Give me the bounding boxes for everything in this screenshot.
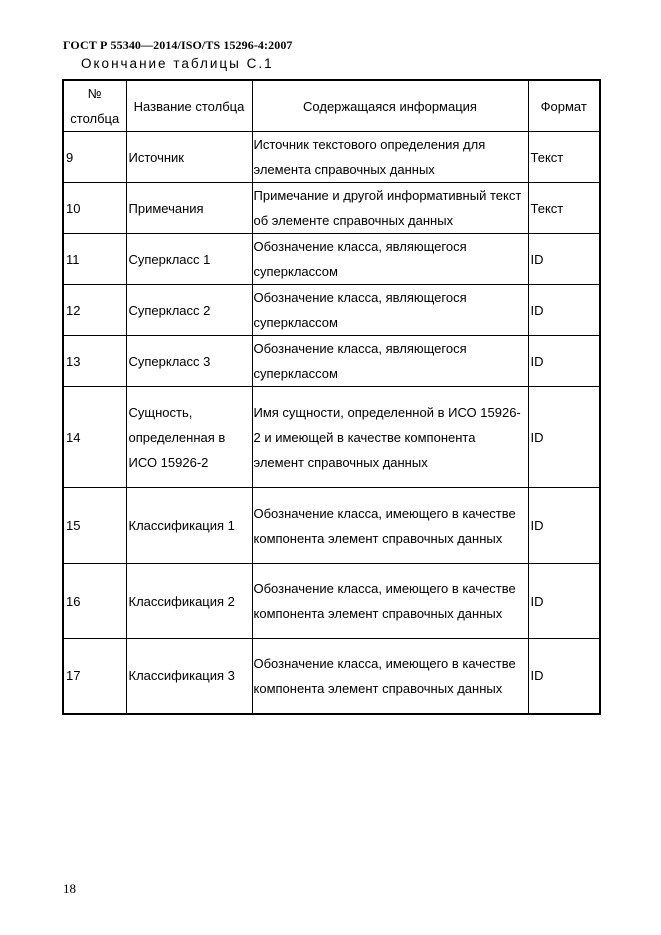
cell-number: 17: [63, 639, 126, 714]
table-row: [63, 639, 600, 714]
page-number: 18: [63, 881, 76, 896]
table-row: [63, 564, 600, 639]
cell-name: Источник: [126, 132, 252, 183]
table-row: [63, 132, 600, 183]
cell-format: ID: [528, 564, 600, 639]
cell-number: 13: [63, 336, 126, 387]
cell-format: ID: [528, 488, 600, 564]
table-row: [63, 488, 600, 564]
cell-number: 11: [63, 234, 126, 285]
column-header-name: Название столбца: [126, 80, 252, 132]
cell-name: Суперкласс 1: [126, 234, 252, 285]
table-row: [63, 387, 600, 488]
cell-number: 10: [63, 183, 126, 234]
cell-number: 9: [63, 132, 126, 183]
cell-format: Текст: [528, 183, 600, 234]
cell-format: Текст: [528, 132, 600, 183]
cell-info: Обозначение класса, являющегося суперклассом: [252, 234, 528, 285]
column-header-info: Содержащаяся информация: [252, 80, 528, 132]
cell-info: Источник текстового определения для элемента справочных данных: [252, 132, 528, 183]
cell-info: Обозначение класса, являющегося суперклассом: [252, 285, 528, 336]
cell-name: Классификация 3: [126, 639, 252, 714]
cell-name: Суперкласс 2: [126, 285, 252, 336]
table-row: [63, 234, 600, 285]
table-header-row: [63, 80, 600, 132]
cell-format: ID: [528, 639, 600, 714]
cell-number: 12: [63, 285, 126, 336]
cell-info: Обозначение класса, являющегося суперклассом: [252, 336, 528, 387]
cell-name: Сущность, определенная в ИСО 15926-2: [126, 387, 252, 488]
cell-name: Классификация 2: [126, 564, 252, 639]
table-row: [63, 183, 600, 234]
cell-format: ID: [528, 234, 600, 285]
cell-format: ID: [528, 336, 600, 387]
cell-info: Обозначение класса, имеющего в качестве компонента элемент справочных данных: [252, 488, 528, 564]
cell-format: ID: [528, 387, 600, 488]
cell-number: 15: [63, 488, 126, 564]
table-row: [63, 285, 600, 336]
cell-info: Обозначение класса, имеющего в качестве компонента элемент справочных данных: [252, 639, 528, 714]
column-header-format: Формат: [528, 80, 600, 132]
cell-number: 14: [63, 387, 126, 488]
cell-info: Имя сущности, определенной в ИСО 15926-2 и имеющей в качестве компонента элемент справочных данных: [252, 387, 528, 488]
cell-info: Примечание и другой информативный текст об элементе справочных данных: [252, 183, 528, 234]
reference-data-table: [62, 79, 601, 715]
document-standard-id: ГОСТ Р 55340—2014/ISO/TS 15296-4:2007: [63, 38, 293, 52]
column-header-number: № столбца: [63, 80, 126, 132]
cell-name: Классификация 1: [126, 488, 252, 564]
cell-number: 16: [63, 564, 126, 639]
cell-format: ID: [528, 285, 600, 336]
table-row: [63, 336, 600, 387]
table-caption: Окончание таблицы С.1: [81, 56, 274, 71]
cell-info: Обозначение класса, имеющего в качестве компонента элемент справочных данных: [252, 564, 528, 639]
cell-name: Примечания: [126, 183, 252, 234]
cell-name: Суперкласс 3: [126, 336, 252, 387]
